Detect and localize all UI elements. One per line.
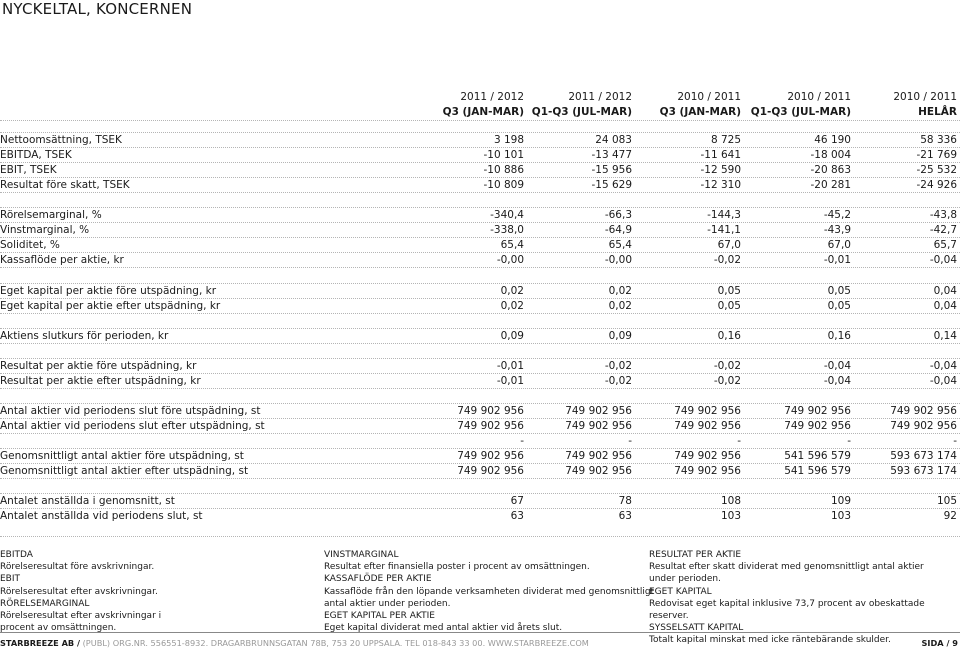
page-number: SIDA / 9: [921, 638, 958, 648]
row-label: Vinstmarginal, %: [0, 224, 90, 237]
table-row: [0, 388, 960, 404]
cell-value: -0,04: [823, 359, 851, 372]
row-label: Kassaflöde per aktie, kr: [0, 254, 124, 267]
definition-line: VINSTMARGINAL: [324, 550, 399, 560]
cell-value: 0,05: [827, 284, 851, 297]
cell-value: -: [628, 435, 632, 447]
table-row: [0, 267, 960, 283]
column-period: 2010 / 2011: [893, 91, 957, 103]
cell-value: 0,16: [717, 329, 741, 342]
column-span: Q1-Q3 (JUL-MAR): [750, 106, 851, 118]
cell-value: -45,2: [823, 209, 851, 222]
table-row: [0, 448, 960, 464]
table-row: [0, 358, 960, 374]
cell-value: 749 902 956: [565, 450, 632, 463]
cell-value: -66,3: [604, 209, 632, 222]
row-label: Nettoomsättning, TSEK: [0, 134, 122, 146]
cell-value: -12 590: [700, 164, 741, 177]
definition-line: Redovisat eget kapital inklusive 73,7 procent av obeskattade reserver.: [649, 598, 925, 622]
cell-value: -0,02: [604, 359, 632, 372]
cell-value: -18 004: [810, 149, 851, 162]
definition-line: antal aktier under perioden.: [324, 598, 451, 609]
row-label: EBIT, TSEK: [0, 164, 57, 177]
cell-value: -15 956: [591, 164, 632, 177]
cell-value: -0,01: [496, 359, 524, 372]
cell-value: -25 532: [916, 164, 957, 177]
header-divider: [0, 120, 960, 121]
cell-value: -13 477: [591, 149, 632, 162]
cell-value: -0,00: [496, 254, 524, 267]
cell-value: -43,8: [929, 209, 957, 222]
cell-value: 63: [510, 510, 524, 523]
cell-value: 58 336: [920, 134, 957, 146]
cell-value: 0,02: [500, 299, 524, 312]
cell-value: 67,0: [827, 239, 851, 252]
cell-value: 749 902 956: [674, 465, 741, 478]
row-label: Antal aktier vid periodens slut före utspädning, st: [0, 404, 261, 417]
column-period: 2010 / 2011: [787, 91, 851, 103]
cell-value: 749 902 956: [890, 404, 957, 417]
table-row: [0, 177, 960, 193]
cell-value: -10 886: [483, 164, 524, 177]
row-label: Genomsnittligt antal aktier före utspädning, st: [0, 450, 244, 463]
row-label: Resultat per aktie före utspädning, kr: [0, 359, 197, 372]
table-row: [0, 433, 960, 449]
cell-value: -141,1: [707, 224, 741, 237]
cell-value: 46 190: [814, 134, 851, 146]
definition-line: RESULTAT PER AKTIE: [649, 550, 742, 560]
cell-value: -0,02: [713, 359, 741, 372]
cell-value: 0,02: [500, 284, 524, 297]
cell-value: 749 902 956: [565, 465, 632, 478]
page-title: NYCKELTAL, KONCERNEN: [2, 0, 193, 18]
column-span: HELÅR: [918, 106, 957, 118]
table-row: [0, 283, 960, 299]
definition-line: Resultat efter finansiella poster i procent av omsättningen.: [324, 562, 590, 573]
definition-line: EGET KAPITAL: [649, 586, 712, 597]
table-row: [0, 147, 960, 163]
table-row: [0, 298, 960, 314]
table-row: [0, 207, 960, 223]
cell-value: 749 902 956: [890, 419, 957, 432]
cell-value: -0,01: [496, 374, 524, 387]
table-row: [0, 222, 960, 238]
row-label: EBITDA, TSEK: [0, 149, 72, 162]
cell-value: 593 673 174: [890, 450, 957, 463]
column-span: Q3 (JAN-MAR): [659, 106, 741, 118]
column-header-4: [751, 90, 851, 120]
table-row: [0, 162, 960, 178]
row-label: Resultat per aktie efter utspädning, kr: [0, 374, 201, 387]
cell-value: 749 902 956: [565, 419, 632, 432]
table-row: [0, 237, 960, 253]
row-label: Antalet anställda vid periodens slut, st: [0, 510, 203, 523]
cell-value: -0,04: [929, 254, 957, 267]
definition-line: Rörelseresultat efter avskrivningar i: [0, 611, 162, 622]
cell-value: -43,9: [823, 224, 851, 237]
cell-value: 749 902 956: [674, 404, 741, 417]
cell-value: 105: [936, 495, 957, 508]
definition-line: Rörelseresultat efter avskrivningar.: [0, 586, 158, 597]
cell-value: -338,0: [490, 224, 524, 237]
definition-line: procent av omsättningen.: [0, 623, 117, 634]
table-row: [0, 418, 960, 434]
cell-value: 0,05: [717, 284, 741, 297]
cell-value: -: [737, 435, 741, 447]
cell-value: -11 641: [700, 149, 741, 162]
definitions-column-1: [0, 549, 161, 634]
cell-value: 541 596 579: [784, 450, 851, 463]
cell-value: -0,04: [823, 374, 851, 387]
cell-value: 0,04: [933, 284, 957, 297]
table-row: [0, 132, 960, 148]
cell-value: 65,7: [933, 239, 957, 252]
cell-value: -24 926: [916, 179, 957, 192]
column-period: 2010 / 2011: [677, 91, 741, 103]
cell-value: -0,01: [823, 254, 851, 267]
cell-value: -15 629: [591, 179, 632, 192]
cell-value: 749 902 956: [565, 404, 632, 417]
cell-value: -10 101: [483, 149, 524, 162]
cell-value: 0,09: [608, 329, 632, 342]
row-label: Eget kapital per aktie före utspädning, kr: [0, 284, 217, 297]
cell-value: 103: [830, 510, 851, 523]
cell-value: -0,04: [929, 374, 957, 387]
definition-line: KASSAFLÖDE PER AKTIE: [324, 574, 432, 585]
cell-value: -: [847, 435, 851, 447]
footer-divider: [0, 632, 960, 633]
table-row: [0, 343, 960, 359]
column-period: 2011 / 2012: [568, 91, 632, 103]
cell-value: 92: [943, 510, 957, 523]
cell-value: -0,04: [929, 359, 957, 372]
column-header-1: [443, 90, 524, 120]
definition-line: SYSSELSATT KAPITAL: [649, 623, 744, 634]
column-span: Q1-Q3 (JUL-MAR): [531, 106, 632, 118]
table-row: [0, 252, 960, 268]
definition-line: under perioden.: [649, 574, 721, 585]
row-label: Genomsnittligt antal aktier efter utspädning, st: [0, 465, 249, 478]
cell-value: 0,05: [717, 299, 741, 312]
cell-value: -64,9: [604, 224, 632, 237]
cell-value: 749 902 956: [674, 419, 741, 432]
definition-line: EGET KAPITAL PER AKTIE: [324, 611, 435, 622]
cell-value: -0,02: [713, 254, 741, 267]
cell-value: 109: [830, 495, 851, 508]
cell-value: 749 902 956: [784, 419, 851, 432]
cell-value: 749 902 956: [457, 450, 524, 463]
cell-value: -20 281: [810, 179, 851, 192]
column-span: Q3 (JAN-MAR): [442, 106, 524, 118]
cell-value: 65,4: [500, 239, 524, 252]
definition-line: RÖRELSEMARGINAL: [0, 598, 90, 609]
row-label: Resultat före skatt, TSEK: [0, 179, 130, 192]
cell-value: -144,3: [707, 209, 741, 222]
cell-value: 749 902 956: [674, 450, 741, 463]
row-label: Eget kapital per aktie efter utspädning, kr: [0, 299, 221, 312]
cell-value: 749 902 956: [784, 404, 851, 417]
row-label: Antalet anställda i genomsnitt, st: [0, 495, 175, 508]
cell-value: -42,7: [929, 224, 957, 237]
table-row: [0, 328, 960, 344]
cell-value: 749 902 956: [457, 465, 524, 478]
cell-value: -20 863: [810, 164, 851, 177]
cell-value: 3 198: [493, 134, 524, 146]
definition-line: Rörelseresultat före avskrivningar.: [0, 562, 155, 573]
cell-value: -0,02: [713, 374, 741, 387]
definition-line: Kassaflöde från den löpande verksamheten dividerat med genomsnittligt: [324, 586, 655, 597]
column-header-5: [893, 90, 957, 120]
row-label: Soliditet, %: [0, 239, 60, 252]
cell-value: 0,02: [608, 284, 632, 297]
cell-value: 103: [720, 510, 741, 523]
definitions-column-2: [324, 549, 654, 634]
definition-line: Eget kapital dividerat med antal aktier vid årets slut.: [324, 623, 563, 634]
table-row: [0, 493, 960, 509]
cell-value: 0,16: [827, 329, 851, 342]
footer-address: (PUBL) ORG.NR. 556551-8932. DRAGARBRUNNSGATAN 78B, 753 20 UPPSALA. TEL 018-843 33 00. WWW.STARBREEZE.COM: [80, 638, 589, 648]
table-row: [0, 313, 960, 329]
cell-value: 24 083: [595, 134, 632, 146]
definition-line: EBIT: [0, 574, 21, 585]
cell-value: -12 310: [700, 179, 741, 192]
cell-value: 0,14: [933, 329, 957, 342]
table-row: [0, 478, 960, 494]
definition-line: EBITDA: [0, 550, 33, 560]
table-row: [0, 508, 960, 524]
row-label: Antal aktier vid periodens slut efter utspädning, st: [0, 419, 265, 432]
table-bottom-divider: [0, 536, 960, 537]
cell-value: -0,00: [604, 254, 632, 267]
cell-value: 65,4: [608, 239, 632, 252]
cell-value: 0,09: [500, 329, 524, 342]
cell-value: -: [520, 435, 524, 447]
definition-line: Totalt kapital minskat med icke räntebärande skulder.: [649, 635, 891, 646]
cell-value: 108: [720, 495, 741, 508]
cell-value: 67: [510, 495, 524, 508]
cell-value: -0,02: [604, 374, 632, 387]
cell-value: -340,4: [490, 209, 524, 222]
table-row: [0, 373, 960, 389]
footer: [0, 638, 960, 648]
table-row: [0, 403, 960, 419]
cell-value: 78: [618, 495, 632, 508]
column-period: 2011 / 2012: [460, 91, 524, 103]
cell-value: 0,05: [827, 299, 851, 312]
cell-value: 593 673 174: [890, 465, 957, 478]
row-label: Rörelsemarginal, %: [0, 209, 102, 222]
definition-line: Resultat efter skatt dividerat med genomsnittligt antal aktier: [649, 562, 924, 573]
cell-value: -21 769: [916, 149, 957, 162]
footer-org: STARBREEZE AB /: [0, 638, 81, 648]
cell-value: -10 809: [483, 179, 524, 192]
cell-value: 0,02: [608, 299, 632, 312]
cell-value: 749 902 956: [457, 404, 524, 417]
cell-value: 63: [618, 510, 632, 523]
table-row: [0, 192, 960, 208]
cell-value: 0,04: [933, 299, 957, 312]
cell-value: 541 596 579: [784, 465, 851, 478]
cell-value: 67,0: [717, 239, 741, 252]
column-header-2: [532, 90, 632, 120]
column-header-3: [660, 90, 741, 120]
cell-value: 8 725: [710, 134, 741, 146]
table-row: [0, 463, 960, 479]
row-label: Aktiens slutkurs för perioden, kr: [0, 329, 169, 342]
cell-value: -: [953, 435, 957, 447]
cell-value: 749 902 956: [457, 419, 524, 432]
